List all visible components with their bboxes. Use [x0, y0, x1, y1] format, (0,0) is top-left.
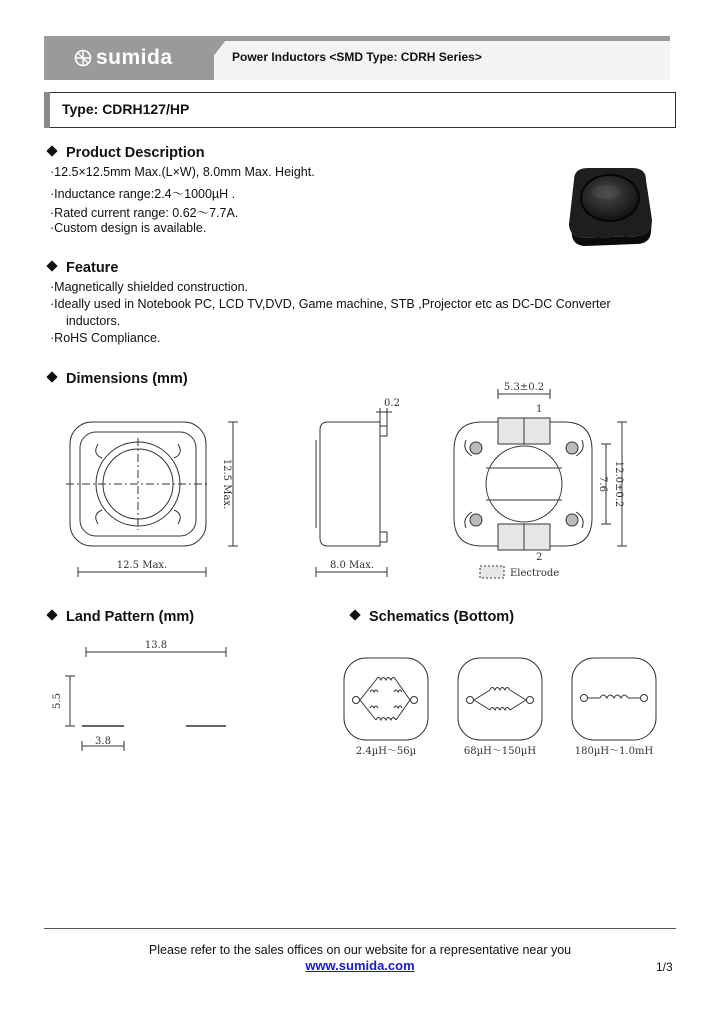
land-height-label: 5.5	[52, 693, 63, 709]
type-accent	[44, 92, 50, 128]
feature-line: ·Ideally used in Notebook PC, LCD TV,DVD, Game machine, STB ,Projector etc as DC-DC Converter	[50, 297, 611, 311]
type-title: Type: CDRH127/HP	[62, 101, 190, 117]
coil-icon	[600, 695, 628, 698]
diamond-bullet-icon	[46, 145, 57, 156]
brand-logo	[44, 36, 214, 80]
description-line: ·Rated current range: 0.62～7.7A.	[50, 206, 239, 220]
product-description-title: Product Description	[46, 145, 205, 161]
bottom-width-label: 5.3±0.2	[503, 382, 545, 393]
coil-icon	[490, 708, 510, 711]
schematics-drawing	[338, 650, 670, 760]
feature-line: ·RoHS Compliance.	[50, 331, 161, 345]
coil-icon	[376, 718, 396, 721]
electrode-label: Electrode	[510, 568, 560, 579]
coil-icon	[490, 688, 510, 691]
schematic-1	[344, 658, 428, 740]
pin-2-label: 2	[536, 552, 543, 563]
side-view-outline	[320, 422, 380, 546]
diamond-bullet-icon	[46, 260, 57, 271]
brand-name: sumida	[96, 46, 173, 69]
product-photo	[560, 158, 660, 250]
schematic-caption-3: 180µH～1.0mH	[574, 746, 654, 757]
top-width-label: 12.5 Max.	[116, 560, 168, 571]
schematic-caption-2: 68µH～150µH	[463, 746, 537, 757]
top-height-label: 12.5 Max.	[221, 458, 232, 510]
coil-icon	[376, 678, 396, 681]
land-pattern-title: Land Pattern (mm)	[46, 609, 194, 625]
land-width-label: 13.8	[144, 640, 168, 651]
sumida-logo-icon	[74, 49, 92, 67]
feature-title: Feature	[46, 260, 118, 276]
header-wedge	[195, 36, 229, 80]
page-number: 1/3	[656, 960, 673, 974]
description-line: ·12.5×12.5mm Max.(L×W), 8.0mm Max. Height.	[50, 165, 315, 179]
schematic-3	[572, 658, 656, 740]
description-line: ·Custom design is available.	[50, 221, 207, 235]
feature-line: ·Magnetically shielded construction.	[50, 280, 249, 294]
bottom-inner-label: 7.6	[597, 476, 608, 492]
side-height-label: 8.0 Max.	[329, 560, 375, 571]
dimensions-title: Dimensions (mm)	[46, 371, 188, 387]
description-line: ·Inductance range:2.4～1000µH .	[50, 187, 236, 201]
land-pattern-drawing	[48, 636, 248, 752]
diamond-bullet-icon	[46, 609, 57, 620]
dimensions-drawing	[40, 380, 680, 590]
header-title: Power Inductors <SMD Type: CDRH Series>	[232, 50, 482, 64]
land-pad-label: 3.8	[95, 736, 111, 747]
bottom-outer-label: 12.0±0.2	[613, 460, 624, 508]
schematics-title: Schematics (Bottom)	[349, 609, 514, 625]
schematic-caption-1: 2.4µH～56µ	[355, 746, 417, 757]
diamond-bullet-icon	[349, 609, 360, 620]
side-gap-label: 0.2	[384, 398, 400, 409]
footer-rule	[44, 928, 676, 929]
footer-note: Please refer to the sales offices on our website for a representative near you	[148, 943, 572, 957]
feature-line: inductors.	[66, 314, 121, 328]
pin-1-label: 1	[536, 404, 543, 415]
schematic-2	[458, 658, 542, 740]
website-link[interactable]: www.sumida.com	[305, 958, 415, 973]
